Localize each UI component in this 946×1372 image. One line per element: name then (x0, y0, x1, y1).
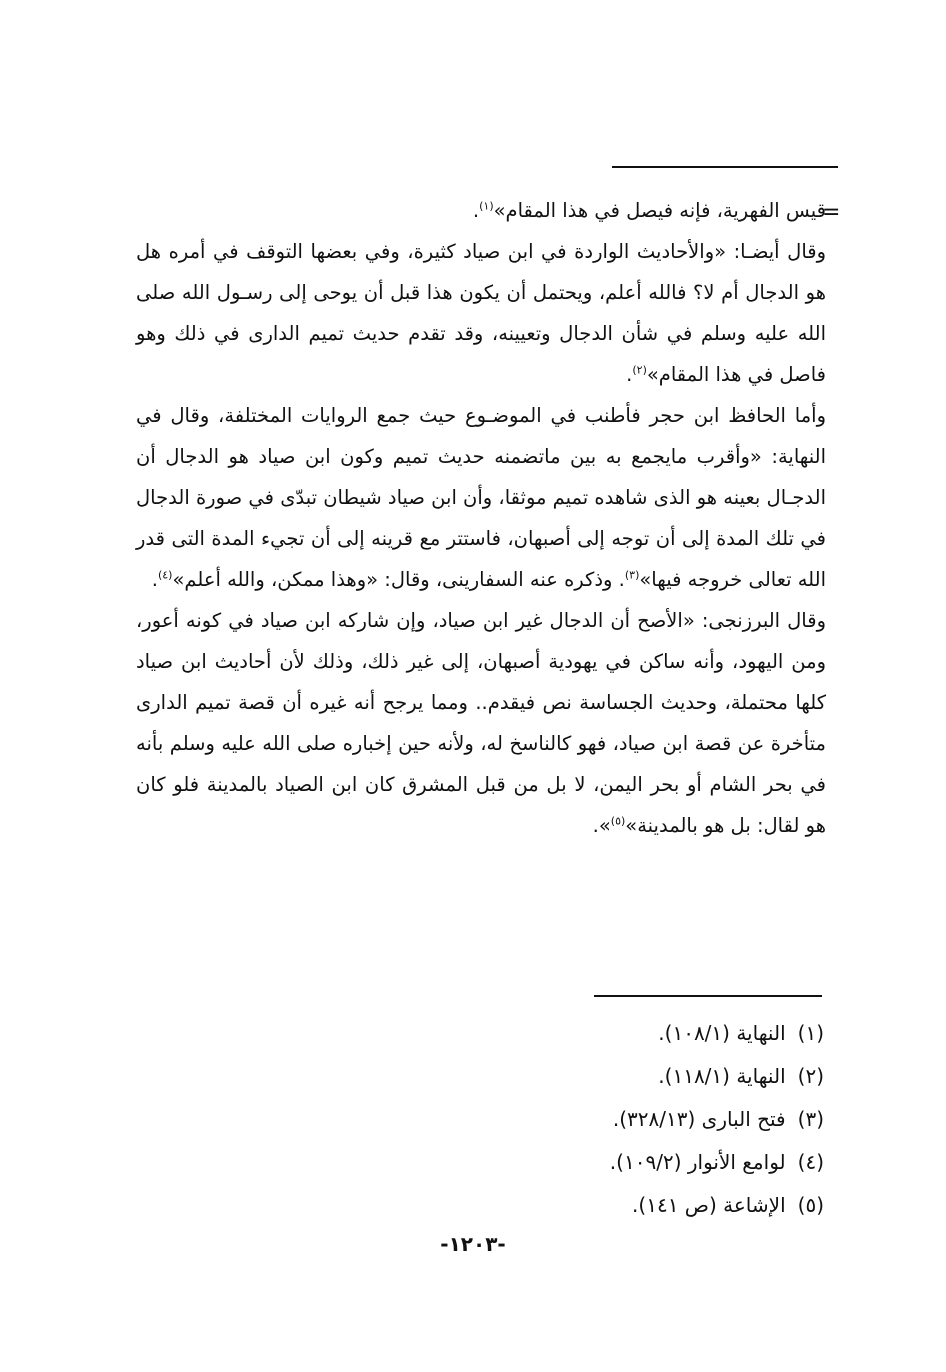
footnote-3-text: فتح البارى (٣٢٨/١٣). (612, 1107, 786, 1131)
top-separator-rule (612, 166, 838, 168)
footnote-ref-1: (١) (479, 199, 494, 213)
page-number: -١٢٠٣- (440, 1232, 506, 1256)
paragraph-1-text: قيس الفهرية، فإنه فيصل في هذا المقام» (493, 199, 826, 222)
footnote-4-number: (٤) (797, 1150, 824, 1174)
footnote-ref-3: (٣) (624, 568, 640, 582)
footnote-4-text: لوامع الأنوار (١٠٩/٢). (609, 1150, 786, 1174)
paragraph-3 (136, 395, 826, 600)
footnote-2 (404, 1055, 824, 1098)
footnote-4 (404, 1141, 824, 1184)
paragraph-4 (136, 600, 826, 846)
footnote-1-text: النهاية (١٠٨/١). (658, 1021, 786, 1045)
paragraph-1: قيس الفهرية، فإنه فيصل في هذا المقام»$^{(١)}$. (472, 199, 826, 222)
footnote-1-number: (١) (797, 1021, 824, 1045)
footnote-5-text: الإشاعة (ص ١٤١). (632, 1193, 786, 1217)
paragraph-4-text: وقال البرزنجى: «الأصح أن الدجال غير ابن صياد، وإن شاركه ابن صياد في كونه أعور، ومن اليهود، وأنه ساكن في يهودية أصبهان، إلى غير ذلك، وذلك لأن أحاديث ابن صياد كلها محتملة، وحديث الجساسة نص فيقدم.. ومما يرجح أنه غيره أن قصة تميم الدارى متأخرة عن قصة ابن صياد، فهو كالناسخ له، ولأنه حين إخباره صلى الله عليه وسلم بأنه في بحر الشام أو بحر اليمن، لا بل من قبل المشرق كان ابن الصياد بالمدينة فلو كان هو لقال: بل هو بالمدينة» (136, 609, 826, 837)
continuation-mark: = (822, 200, 841, 225)
footnote-2-text: النهاية (١١٨/١). (658, 1064, 786, 1088)
footnotes (404, 1012, 824, 1227)
paragraph-3-end: . (151, 568, 158, 591)
paragraph-3-text: وأما الحافظ ابن حجر فأطنب في الموضـوع حيث جمع الروايات المختلفة، وقال في النهاية: «وأقرب مايجمع به بين ماتضمنه حديث تميم وكون ابن صياد هو الدجال أن الدجـال بعينه هو الذى شاهده تميم موثقا، وأن ابن صياد شيطان تبدّى في صورة الدجال في تلك المدة إلى أن توجه إلى أصبهان، فاستتر مع قرينه إلى أن تجيء المدة التى قدر الله تعالى خروجه فيها» (136, 404, 826, 591)
footnote-5-number: (٥) (797, 1193, 824, 1217)
footnote-1 (404, 1012, 824, 1055)
footnote-ref-4: (٤) (157, 568, 173, 582)
footnote-ref-2: (٢) (632, 363, 647, 377)
main-text (136, 190, 826, 846)
footnote-5 (404, 1184, 824, 1227)
footnote-2-number: (٢) (797, 1064, 824, 1088)
paragraph-2-text: وقال أيضـا: «والأحاديث الواردة في ابن صياد كثيرة، وفي بعضها التوقف في أمره هل هو الدجال أم لا؟ فالله أعلم، ويحتمل أن يكون هذا قبل أن يوحى إلى رسـول الله صلى الله عليه وسلم في شأن الدجال وتعيينه، وقد تقدم حديث تميم الدارى في ذلك وهو فاصل في هذا المقام» (136, 240, 826, 386)
paragraph-3-continuation: . وذكره عنه السفارينى، وقال: «وهذا ممكن، والله أعلم» (172, 568, 625, 591)
footnote-ref-5: (٥) (610, 814, 626, 828)
footnote-3-number: (٣) (797, 1107, 824, 1131)
footnote-separator-rule (594, 995, 822, 997)
paragraph-2: وقال أيضـا: «والأحاديث الواردة في ابن صياد كثيرة، وفي بعضها التوقف في أمره هل هو الدجال أم لا؟ فالله أعلم، ويحتمل أن يكون هذا قبل أن يوحى إلى رسـول الله صلى الله عليه وسلم في شأن الدجال وتعيينه، وقد تقدم حديث تميم الدارى في ذلك وهو فاصل في هذا المقام»$^{(٢)}$. (136, 240, 826, 386)
paragraph-4-end: ». (592, 814, 611, 837)
footnote-3 (404, 1098, 824, 1141)
